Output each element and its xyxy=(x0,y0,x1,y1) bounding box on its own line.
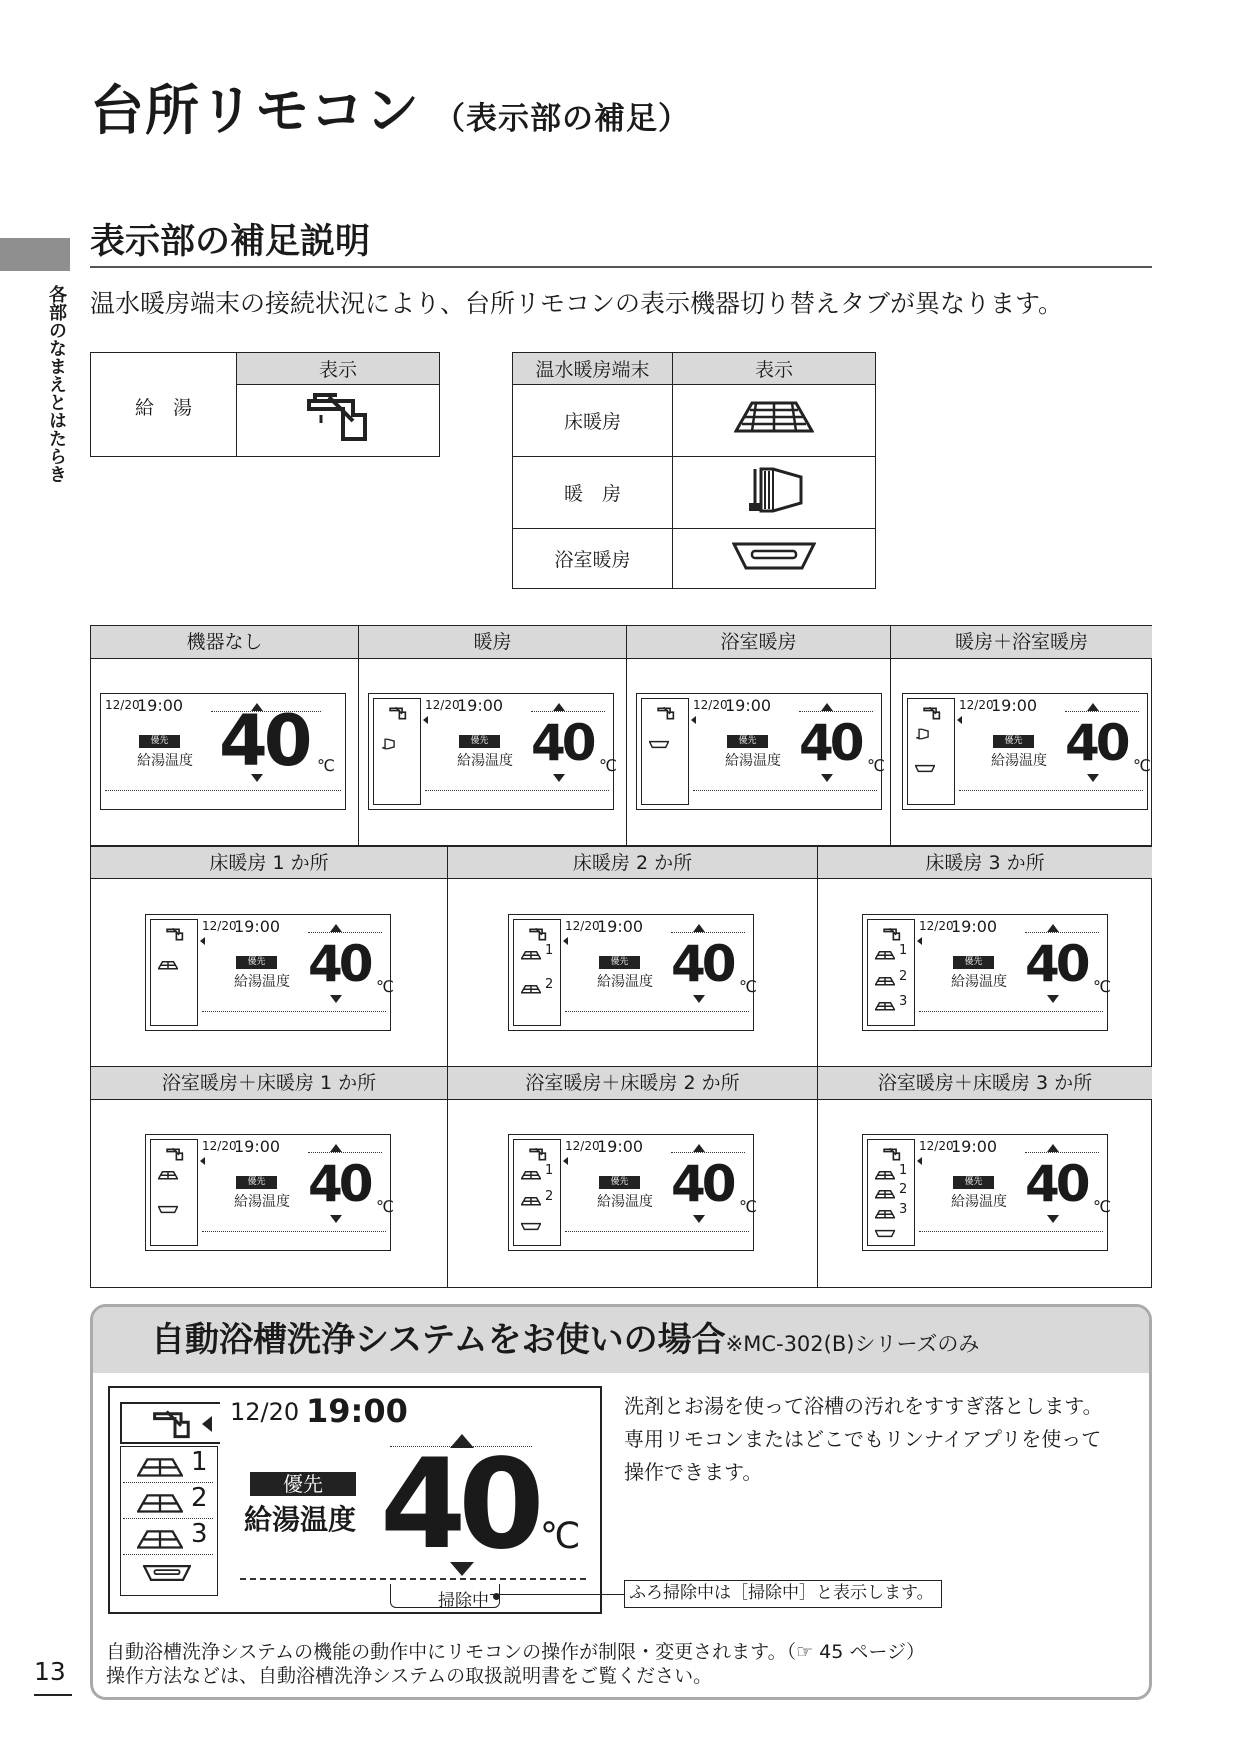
variant-header-bath-floor2: 浴室暖房＋床暖房 2 か所 xyxy=(448,1067,818,1100)
temperature-unit: ℃ xyxy=(540,1516,581,1557)
faucet-icon xyxy=(883,1147,901,1164)
bath-desc-line: 洗剤とお湯を使って浴槽の汚れをすすぎ落とします。 xyxy=(624,1394,1103,1418)
date-display: 12/20 xyxy=(693,698,728,712)
danbo-row-bath-label: 浴室暖房 xyxy=(513,529,673,589)
bath-heading xyxy=(93,1307,1152,1373)
temp-down-arrow-icon xyxy=(553,774,565,782)
status-line xyxy=(919,1231,1103,1232)
floor-heating-icon xyxy=(137,1493,183,1515)
date-display: 12/20 xyxy=(425,698,460,712)
temp-down-arrow-icon xyxy=(693,1215,705,1223)
danbo-row-heater-icon-cell xyxy=(673,457,876,529)
floor-tab-number: 2 xyxy=(191,1483,208,1513)
chapter-label: 各部のなまえとはたらき xyxy=(46,285,67,483)
temp-top-line xyxy=(671,1152,745,1153)
section-heading: 表示部の補足説明 xyxy=(90,222,371,262)
temp-top-line xyxy=(308,932,382,933)
floor-tab-1 xyxy=(123,1449,213,1483)
date-display: 12/20 xyxy=(959,698,994,712)
temperature-unit: ℃ xyxy=(317,756,335,775)
tab-number: 1 xyxy=(545,943,554,958)
tab-pointer-icon xyxy=(200,1157,205,1165)
time-display: 19:00 xyxy=(306,1392,408,1430)
priority-badge: 優先 xyxy=(250,1472,356,1496)
floor-heating-icon xyxy=(734,401,814,435)
variant-header-floor3: 床暖房 3 か所 xyxy=(818,846,1152,879)
tab-pointer-icon xyxy=(957,716,962,724)
bath-heater-icon xyxy=(875,1227,895,1241)
priority-badge: 優先 xyxy=(599,956,640,969)
priority-badge: 優先 xyxy=(139,735,180,748)
tab-pointer-icon xyxy=(423,716,428,724)
heater-icon xyxy=(381,738,395,753)
tab-number: 1 xyxy=(899,1163,908,1178)
temp-label: 給湯温度 xyxy=(725,753,781,769)
temp-top-line xyxy=(799,711,873,712)
kyuto-display-header: 表示 xyxy=(237,353,440,385)
faucet-icon xyxy=(657,706,675,723)
variant-header-bath: 浴室暖房 xyxy=(627,626,891,659)
status-line xyxy=(105,790,341,791)
temp-down-arrow-icon xyxy=(1087,774,1099,782)
temperature-unit: ℃ xyxy=(376,1197,394,1216)
tab-pointer-icon xyxy=(563,937,568,945)
temperature-unit: ℃ xyxy=(599,756,617,775)
remote-display xyxy=(902,693,1151,810)
temperature-unit: ℃ xyxy=(1093,977,1111,996)
faucet-icon xyxy=(529,927,547,944)
time-display: 19:00 xyxy=(597,917,644,936)
time-display: 19:00 xyxy=(137,696,184,715)
date-display: 12/20 xyxy=(202,919,237,933)
faucet-icon xyxy=(883,927,901,944)
tab-number: 1 xyxy=(545,1163,554,1178)
temp-down-arrow-icon xyxy=(330,995,342,1003)
remote-display xyxy=(508,1134,757,1251)
floor-heating-icon xyxy=(158,1169,178,1183)
tab-number: 3 xyxy=(899,1201,908,1217)
temperature-value: 40 xyxy=(671,1155,733,1213)
status-line xyxy=(693,790,877,791)
page-title xyxy=(90,68,690,145)
temp-down-arrow-icon xyxy=(450,1562,474,1576)
temp-down-arrow-icon xyxy=(251,774,263,782)
kyuto-label: 給 湯 xyxy=(91,385,237,457)
date-display: 12/20 xyxy=(230,1398,300,1426)
variant-header-heater-bath: 暖房＋浴室暖房 xyxy=(891,626,1152,659)
bath-description xyxy=(624,1390,1144,1489)
danbo-row-floor-icon-cell xyxy=(673,385,876,457)
priority-badge: 優先 xyxy=(236,1176,277,1189)
priority-badge: 優先 xyxy=(993,735,1034,748)
heater-icon xyxy=(915,728,929,743)
time-display: 19:00 xyxy=(457,696,504,715)
bath-desc-line: 専用リモコンまたはどこでもリンナイアプリを使って xyxy=(624,1427,1102,1451)
temp-label: 給湯温度 xyxy=(457,753,513,769)
temperature-value: 40 xyxy=(1025,1155,1087,1213)
temp-up-arrow-icon xyxy=(1047,1144,1059,1152)
temperature-value: 40 xyxy=(1065,714,1127,772)
temperature-unit: ℃ xyxy=(1133,756,1151,775)
danbo-row-floor-label: 床暖房 xyxy=(513,385,673,457)
date-display: 12/20 xyxy=(565,919,600,933)
tab-pointer-icon xyxy=(917,937,922,945)
tab-number: 2 xyxy=(545,977,554,992)
floor-heating-icon xyxy=(521,983,541,997)
tab-number: 3 xyxy=(899,994,908,1010)
status-line xyxy=(919,1011,1103,1012)
heater-icon xyxy=(743,465,805,515)
date-display: 12/20 xyxy=(105,698,140,712)
time-display: 19:00 xyxy=(234,1137,281,1156)
temp-top-line xyxy=(308,1152,382,1153)
bath-heater-icon xyxy=(143,1563,191,1583)
bath-heater-icon xyxy=(649,738,669,752)
temp-up-arrow-icon xyxy=(330,924,342,932)
temp-up-arrow-icon xyxy=(330,1144,342,1152)
callout-leader xyxy=(490,1594,624,1595)
status-callout: ふろ掃除中は［掃除中］と表示します。 xyxy=(624,1580,942,1608)
bath-heater-icon xyxy=(732,540,816,572)
bath-desc-line: 操作できます。 xyxy=(624,1460,763,1484)
faucet-icon xyxy=(152,1409,192,1439)
floor-heating-icon xyxy=(521,1195,541,1209)
danbo-row-heater-label: 暖 房 xyxy=(513,457,673,529)
chapter-tab xyxy=(0,238,70,271)
temp-label: 給湯温度 xyxy=(234,1194,290,1210)
status-line xyxy=(202,1011,386,1012)
tab-pointer-icon xyxy=(202,1416,212,1432)
remote-display xyxy=(862,1134,1111,1251)
danbo-table xyxy=(512,352,876,589)
floor-tab-3 xyxy=(123,1521,213,1555)
temp-label: 給湯温度 xyxy=(137,753,193,769)
remote-display xyxy=(100,693,346,810)
temperature-unit: ℃ xyxy=(739,977,757,996)
danbo-row-bath-icon-cell xyxy=(673,529,876,589)
priority-badge: 優先 xyxy=(599,1176,640,1189)
priority-badge: 優先 xyxy=(459,735,500,748)
kyuto-icon-cell xyxy=(237,385,440,457)
tab-pointer-icon xyxy=(563,1157,568,1165)
bath-heater-tab xyxy=(123,1559,213,1591)
temp-top-line xyxy=(1025,1152,1099,1153)
priority-badge: 優先 xyxy=(953,1176,994,1189)
variant-header-floor2: 床暖房 2 か所 xyxy=(448,846,818,879)
temp-label: 給湯温度 xyxy=(244,1503,357,1536)
bath-footnote xyxy=(106,1640,925,1688)
status-line xyxy=(959,790,1143,791)
temp-up-arrow-icon xyxy=(553,703,565,711)
temp-down-arrow-icon xyxy=(330,1215,342,1223)
priority-badge: 優先 xyxy=(236,956,277,969)
page-number-rule xyxy=(34,1694,72,1696)
tab-number: 2 xyxy=(545,1188,554,1204)
faucet-icon xyxy=(305,393,371,443)
temperature-value: 40 xyxy=(799,714,861,772)
faucet-icon xyxy=(166,927,184,944)
remote-display xyxy=(508,914,757,1031)
time-display: 19:00 xyxy=(597,1137,644,1156)
date-display: 12/20 xyxy=(919,1139,954,1153)
faucet-icon xyxy=(923,706,941,723)
floor-heating-icon xyxy=(875,1208,895,1222)
floor-heating-icon xyxy=(521,1169,541,1183)
tab-number: 1 xyxy=(899,943,908,958)
temp-up-arrow-icon xyxy=(821,703,833,711)
kyuto-table xyxy=(90,352,440,457)
faucet-icon xyxy=(389,706,407,723)
date-display: 12/20 xyxy=(202,1139,237,1153)
remote-display xyxy=(145,914,394,1031)
floor-tab-number: 1 xyxy=(191,1447,208,1477)
remote-display xyxy=(368,693,617,810)
time-display: 19:00 xyxy=(951,917,998,936)
time-display: 19:00 xyxy=(991,696,1038,715)
temperature-unit: ℃ xyxy=(1093,1197,1111,1216)
title-sub: （表示部の補足） xyxy=(434,101,690,137)
status-line xyxy=(240,1578,586,1580)
temperature-value: 40 xyxy=(1025,935,1087,993)
variant-header-none: 機器なし xyxy=(91,626,359,659)
status-line xyxy=(565,1011,749,1012)
status-line xyxy=(202,1231,386,1232)
floor-heating-icon xyxy=(875,1000,895,1014)
tab-pointer-icon xyxy=(691,716,696,724)
temp-down-arrow-icon xyxy=(693,995,705,1003)
priority-badge: 優先 xyxy=(727,735,768,748)
temp-down-arrow-icon xyxy=(1047,1215,1059,1223)
bath-heading-note: ※MC-302(B)シリーズのみ xyxy=(725,1332,980,1356)
kyuto-empty-head xyxy=(91,353,237,385)
remote-display xyxy=(862,914,1111,1031)
bath-heater-icon xyxy=(915,762,935,776)
temp-label: 給湯温度 xyxy=(234,974,290,990)
temp-top-line xyxy=(671,932,745,933)
floor-heating-icon xyxy=(137,1529,183,1551)
tab-pointer-icon xyxy=(200,937,205,945)
temp-down-arrow-icon xyxy=(1047,995,1059,1003)
temperature-unit: ℃ xyxy=(739,1197,757,1216)
floor-tab-2 xyxy=(123,1485,213,1519)
temp-label: 給湯温度 xyxy=(951,974,1007,990)
status-text: 掃除中 xyxy=(438,1591,489,1611)
temperature-value: 40 xyxy=(308,935,370,993)
variant-header-bath-floor1: 浴室暖房＋床暖房 1 か所 xyxy=(91,1067,448,1100)
temp-label: 給湯温度 xyxy=(597,974,653,990)
temperature-value: 40 xyxy=(531,714,593,772)
variant-header-floor1: 床暖房 1 か所 xyxy=(91,846,448,879)
status-line xyxy=(425,790,609,791)
temp-up-arrow-icon xyxy=(1087,703,1099,711)
intro-text: 温水暖房端末の接続状況により、台所リモコンの表示機器切り替えタブが異なります。 xyxy=(90,289,1064,318)
temp-up-arrow-icon xyxy=(1047,924,1059,932)
temp-top-line xyxy=(1025,932,1099,933)
status-line xyxy=(565,1231,749,1232)
remote-display xyxy=(145,1134,394,1251)
temperature-value: 40 xyxy=(308,1155,370,1213)
temperature-value: 40 xyxy=(671,935,733,993)
temperature-value: 40 xyxy=(219,700,309,782)
tab-number: 2 xyxy=(899,1182,908,1198)
temp-label: 給湯温度 xyxy=(951,1194,1007,1210)
footnote-line: 操作方法などは、自動浴槽洗浄システムの取扱説明書をご覧ください。 xyxy=(106,1665,713,1687)
floor-heating-icon xyxy=(875,1169,895,1183)
date-display: 12/20 xyxy=(565,1139,600,1153)
tab-number: 2 xyxy=(899,968,908,984)
temp-top-line xyxy=(531,711,605,712)
page-number: 13 xyxy=(34,1657,66,1686)
device-tab-list xyxy=(120,1446,218,1596)
floor-tab-number: 3 xyxy=(191,1519,208,1549)
date-display: 12/20 xyxy=(919,919,954,933)
temperature-unit: ℃ xyxy=(867,756,885,775)
floor-heating-icon xyxy=(875,949,895,963)
bath-heater-icon xyxy=(521,1220,541,1234)
faucet-icon xyxy=(166,1147,184,1164)
bath-heater-icon xyxy=(158,1203,178,1217)
priority-badge: 優先 xyxy=(953,956,994,969)
title-main: 台所リモコン xyxy=(90,79,420,142)
danbo-display-header: 表示 xyxy=(673,353,876,385)
danbo-device-header: 温水暖房端末 xyxy=(513,353,673,385)
floor-heating-icon xyxy=(137,1457,183,1479)
section-divider xyxy=(90,266,1152,268)
temp-up-arrow-icon xyxy=(693,1144,705,1152)
floor-heating-icon xyxy=(521,949,541,963)
temp-top-line xyxy=(1065,711,1139,712)
temperature-unit: ℃ xyxy=(376,977,394,996)
temperature-value: 40 xyxy=(380,1433,537,1577)
footnote-line: 自動浴槽洗浄システムの機能の動作中にリモコンの操作が制限・変更されます。（☞ 45 ページ） xyxy=(106,1641,925,1663)
time-display: 19:00 xyxy=(234,917,281,936)
faucet-icon xyxy=(529,1147,547,1164)
variant-header-bath-floor3: 浴室暖房＋床暖房 3 か所 xyxy=(818,1067,1152,1100)
time-display: 19:00 xyxy=(951,1137,998,1156)
floor-heating-icon xyxy=(875,975,895,989)
time-display: 19:00 xyxy=(725,696,772,715)
temp-label: 給湯温度 xyxy=(991,753,1047,769)
bath-heading-text: 自動浴槽洗浄システムをお使いの場合 xyxy=(151,1320,726,1360)
remote-display xyxy=(636,693,885,810)
variant-header-heater: 暖房 xyxy=(359,626,627,659)
floor-heating-icon xyxy=(158,959,178,973)
tab-pointer-icon xyxy=(917,1157,922,1165)
temp-label: 給湯温度 xyxy=(597,1194,653,1210)
bath-remote-display xyxy=(108,1386,602,1614)
floor-heating-icon xyxy=(875,1188,895,1202)
temp-up-arrow-icon xyxy=(693,924,705,932)
temp-down-arrow-icon xyxy=(821,774,833,782)
